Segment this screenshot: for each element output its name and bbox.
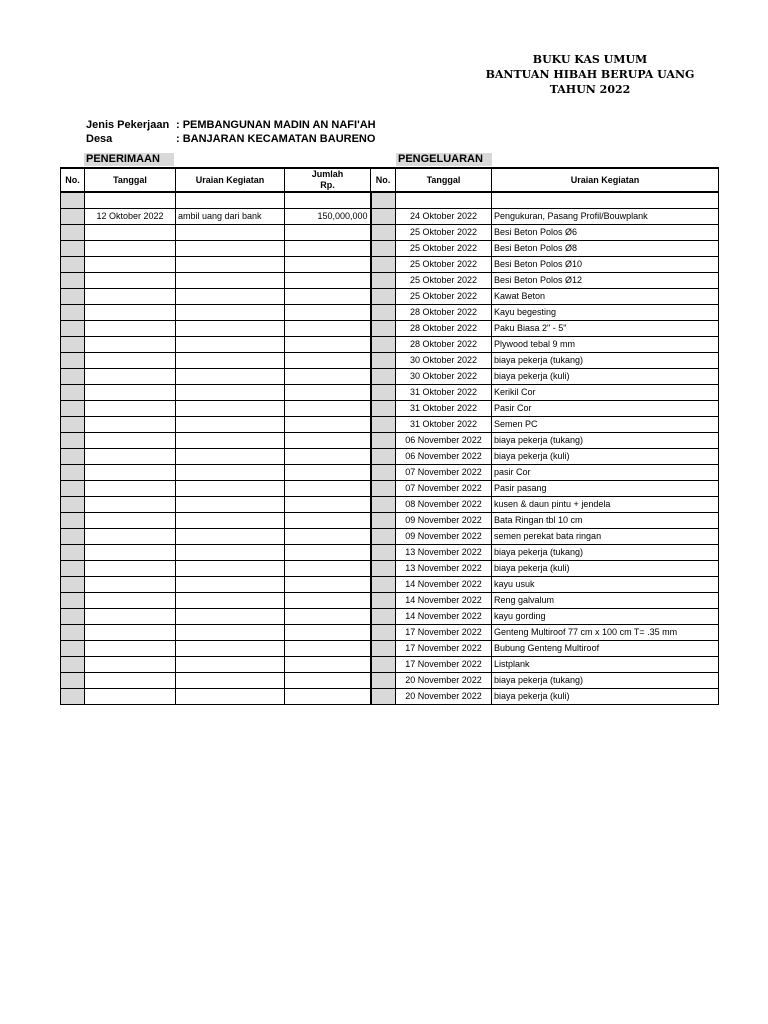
pengeluaran-tanggal-cell: 17 November 2022 xyxy=(396,624,492,640)
penerimaan-no-cell xyxy=(61,512,85,528)
penerimaan-jumlah-cell xyxy=(285,336,371,352)
pengeluaran-tanggal-cell: 09 November 2022 xyxy=(396,512,492,528)
penerimaan-uraian-cell xyxy=(176,416,285,432)
pengeluaran-tanggal-cell: 31 Oktober 2022 xyxy=(396,384,492,400)
pengeluaran-uraian-cell: Pasir Cor xyxy=(492,400,719,416)
penerimaan-uraian-cell xyxy=(176,528,285,544)
table-row xyxy=(61,544,719,560)
pengeluaran-tanggal-cell: 28 Oktober 2022 xyxy=(396,304,492,320)
penerimaan-uraian-cell xyxy=(176,352,285,368)
penerimaan-tanggal-cell xyxy=(85,352,176,368)
pengeluaran-uraian-cell: Genteng Multiroof 77 cm x 100 cm T= .35 mm xyxy=(492,624,719,640)
table-row xyxy=(61,272,719,288)
pengeluaran-no-cell xyxy=(371,624,396,640)
penerimaan-uraian-cell xyxy=(176,432,285,448)
table-row xyxy=(61,368,719,384)
pengeluaran-tanggal-cell: 28 Oktober 2022 xyxy=(396,320,492,336)
penerimaan-jumlah-cell xyxy=(285,656,371,672)
pengeluaran-tanggal-cell: 17 November 2022 xyxy=(396,656,492,672)
pengeluaran-no-cell xyxy=(371,464,396,480)
pengeluaran-tanggal-cell: 07 November 2022 xyxy=(396,480,492,496)
pengeluaran-uraian-cell: Plywood tebal 9 mm xyxy=(492,336,719,352)
desa-value: : BANJARAN KECAMATAN BAURENO xyxy=(176,133,376,145)
jenis-value: : PEMBANGUNAN MADIN AN NAFI'AH xyxy=(176,119,376,131)
pengeluaran-uraian-cell: Besi Beton Polos Ø10 xyxy=(492,256,719,272)
pengeluaran-no-cell xyxy=(371,512,396,528)
penerimaan-jumlah-cell xyxy=(285,496,371,512)
pengeluaran-tanggal-cell: 30 Oktober 2022 xyxy=(396,352,492,368)
penerimaan-tanggal-cell xyxy=(85,448,176,464)
pengeluaran-no-cell xyxy=(371,432,396,448)
penerimaan-jumlah-cell xyxy=(285,368,371,384)
pengeluaran-uraian-cell: Kawat Beton xyxy=(492,288,719,304)
header-jumlah-line1: Jumlah xyxy=(311,169,344,179)
penerimaan-uraian-cell xyxy=(176,640,285,656)
pengeluaran-tanggal-cell: 25 Oktober 2022 xyxy=(396,288,492,304)
penerimaan-no-cell xyxy=(61,352,85,368)
pengeluaran-uraian-cell: Pasir pasang xyxy=(492,480,719,496)
penerimaan-uraian-cell xyxy=(176,544,285,560)
table-row xyxy=(61,224,719,240)
pengeluaran-uraian-cell: Paku Biasa 2" - 5" xyxy=(492,320,719,336)
penerimaan-no-cell xyxy=(61,432,85,448)
penerimaan-uraian-cell xyxy=(176,560,285,576)
penerimaan-uraian-cell xyxy=(176,672,285,688)
pengeluaran-no-cell xyxy=(371,352,396,368)
penerimaan-jumlah-cell xyxy=(285,432,371,448)
pengeluaran-uraian-cell: Besi Beton Polos Ø6 xyxy=(492,224,719,240)
pengeluaran-uraian-cell: biaya pekerja (kuli) xyxy=(492,560,719,576)
pengeluaran-tanggal-cell: 06 November 2022 xyxy=(396,448,492,464)
penerimaan-jumlah-cell xyxy=(285,544,371,560)
pengeluaran-no-cell xyxy=(371,592,396,608)
pengeluaran-uraian-cell: biaya pekerja (tukang) xyxy=(492,672,719,688)
penerimaan-uraian-cell xyxy=(176,496,285,512)
table-row xyxy=(61,688,719,704)
table-header-row xyxy=(61,168,719,192)
penerimaan-no-cell xyxy=(61,320,85,336)
penerimaan-uraian-cell xyxy=(176,272,285,288)
penerimaan-tanggal-cell xyxy=(85,608,176,624)
penerimaan-no-cell xyxy=(61,288,85,304)
pengeluaran-no-cell xyxy=(371,528,396,544)
table-row xyxy=(61,416,719,432)
pengeluaran-tanggal-cell: 08 November 2022 xyxy=(396,496,492,512)
pengeluaran-uraian-cell: biaya pekerja (tukang) xyxy=(492,432,719,448)
penerimaan-no-cell xyxy=(61,592,85,608)
penerimaan-jumlah-cell xyxy=(285,352,371,368)
title-line-2: BANTUAN HIBAH BERUPA UANG xyxy=(485,68,695,81)
penerimaan-uraian-cell xyxy=(176,288,285,304)
pengeluaran-uraian-cell: semen perekat bata ringan xyxy=(492,528,719,544)
pengeluaran-tanggal-cell: 24 Oktober 2022 xyxy=(396,208,492,224)
penerimaan-jumlah-cell xyxy=(285,272,371,288)
table-row xyxy=(61,240,719,256)
penerimaan-jumlah-cell: 150,000,000 xyxy=(285,208,371,224)
penerimaan-tanggal-cell xyxy=(85,656,176,672)
penerimaan-tanggal-cell xyxy=(85,240,176,256)
pengeluaran-no-cell xyxy=(371,640,396,656)
table-row xyxy=(61,496,719,512)
penerimaan-no-cell xyxy=(61,416,85,432)
penerimaan-uraian-cell xyxy=(176,304,285,320)
penerimaan-no-cell xyxy=(61,384,85,400)
pengeluaran-tanggal-cell: 17 November 2022 xyxy=(396,640,492,656)
table-row xyxy=(61,288,719,304)
table-body xyxy=(61,192,719,704)
table-row xyxy=(61,448,719,464)
table-row xyxy=(61,592,719,608)
penerimaan-jumlah-cell xyxy=(285,400,371,416)
penerimaan-tanggal-cell xyxy=(85,464,176,480)
pengeluaran-uraian-cell: Semen PC xyxy=(492,416,719,432)
penerimaan-uraian-cell xyxy=(176,688,285,704)
penerimaan-no-cell xyxy=(61,464,85,480)
header-uraian-2: Uraian Kegiatan xyxy=(492,168,719,192)
pengeluaran-tanggal-cell: 25 Oktober 2022 xyxy=(396,256,492,272)
table-row xyxy=(61,608,719,624)
penerimaan-jumlah-cell xyxy=(285,320,371,336)
penerimaan-tanggal-cell xyxy=(85,512,176,528)
penerimaan-jumlah-cell xyxy=(285,240,371,256)
pengeluaran-no-cell xyxy=(371,208,396,224)
title-line-3: TAHUN 2022 xyxy=(549,83,631,96)
table-row xyxy=(61,400,719,416)
penerimaan-uraian-cell xyxy=(176,192,285,208)
penerimaan-jumlah-cell xyxy=(285,624,371,640)
penerimaan-jumlah-cell xyxy=(285,416,371,432)
pengeluaran-tanggal-cell: 25 Oktober 2022 xyxy=(396,272,492,288)
penerimaan-tanggal-cell xyxy=(85,256,176,272)
pengeluaran-no-cell xyxy=(371,400,396,416)
penerimaan-no-cell xyxy=(61,400,85,416)
penerimaan-tanggal-cell xyxy=(85,640,176,656)
penerimaan-uraian-cell xyxy=(176,480,285,496)
penerimaan-no-cell xyxy=(61,560,85,576)
penerimaan-jumlah-cell xyxy=(285,448,371,464)
penerimaan-jumlah-cell xyxy=(285,528,371,544)
pengeluaran-no-cell xyxy=(371,336,396,352)
penerimaan-uraian-cell xyxy=(176,576,285,592)
penerimaan-no-cell xyxy=(61,608,85,624)
penerimaan-no-cell xyxy=(61,528,85,544)
penerimaan-no-cell xyxy=(61,224,85,240)
pengeluaran-tanggal-cell: 30 Oktober 2022 xyxy=(396,368,492,384)
table-row xyxy=(61,640,719,656)
penerimaan-uraian-cell xyxy=(176,624,285,640)
table-row xyxy=(61,528,719,544)
penerimaan-jumlah-cell xyxy=(285,480,371,496)
penerimaan-uraian-cell xyxy=(176,256,285,272)
penerimaan-uraian-cell xyxy=(176,608,285,624)
pengeluaran-uraian-cell: pasir Cor xyxy=(492,464,719,480)
pengeluaran-tanggal-cell: 31 Oktober 2022 xyxy=(396,400,492,416)
section-penerimaan: PENERIMAAN xyxy=(84,153,174,166)
penerimaan-no-cell xyxy=(61,496,85,512)
header-tanggal: Tanggal xyxy=(85,168,176,192)
penerimaan-tanggal-cell xyxy=(85,432,176,448)
penerimaan-tanggal-cell xyxy=(85,304,176,320)
penerimaan-jumlah-cell xyxy=(285,560,371,576)
penerimaan-no-cell xyxy=(61,192,85,208)
table-row xyxy=(61,512,719,528)
pengeluaran-no-cell xyxy=(371,608,396,624)
pengeluaran-tanggal-cell: 13 November 2022 xyxy=(396,560,492,576)
penerimaan-jumlah-cell xyxy=(285,288,371,304)
penerimaan-jumlah-cell xyxy=(285,608,371,624)
penerimaan-uraian-cell xyxy=(176,224,285,240)
penerimaan-jumlah-cell xyxy=(285,672,371,688)
penerimaan-no-cell xyxy=(61,640,85,656)
pengeluaran-tanggal-cell: 13 November 2022 xyxy=(396,544,492,560)
penerimaan-tanggal-cell: 12 Oktober 2022 xyxy=(85,208,176,224)
penerimaan-tanggal-cell xyxy=(85,192,176,208)
penerimaan-jumlah-cell xyxy=(285,384,371,400)
pengeluaran-no-cell xyxy=(371,272,396,288)
table-row xyxy=(61,352,719,368)
penerimaan-tanggal-cell xyxy=(85,624,176,640)
table-row xyxy=(61,384,719,400)
desa-label: Desa xyxy=(86,133,113,145)
table-row xyxy=(61,576,719,592)
pengeluaran-uraian-cell: biaya pekerja (kuli) xyxy=(492,688,719,704)
table-row xyxy=(61,304,719,320)
penerimaan-no-cell xyxy=(61,544,85,560)
pengeluaran-no-cell xyxy=(371,256,396,272)
pengeluaran-no-cell xyxy=(371,304,396,320)
pengeluaran-uraian-cell: biaya pekerja (tukang) xyxy=(492,352,719,368)
pengeluaran-uraian-cell: kayu usuk xyxy=(492,576,719,592)
penerimaan-tanggal-cell xyxy=(85,496,176,512)
pengeluaran-no-cell xyxy=(371,384,396,400)
penerimaan-uraian-cell xyxy=(176,368,285,384)
pengeluaran-no-cell xyxy=(371,224,396,240)
pengeluaran-no-cell xyxy=(371,288,396,304)
table-row xyxy=(61,320,719,336)
penerimaan-tanggal-cell xyxy=(85,560,176,576)
table-row xyxy=(61,672,719,688)
pengeluaran-uraian-cell: Pengukuran, Pasang Profil/Bouwplank xyxy=(492,208,719,224)
pengeluaran-uraian-cell: biaya pekerja (tukang) xyxy=(492,544,719,560)
penerimaan-uraian-cell xyxy=(176,656,285,672)
pengeluaran-uraian-cell: Reng galvalum xyxy=(492,592,719,608)
pengeluaran-no-cell xyxy=(371,560,396,576)
document-title xyxy=(470,52,710,97)
pengeluaran-no-cell xyxy=(371,448,396,464)
pengeluaran-uraian-cell: Kerikil Cor xyxy=(492,384,719,400)
penerimaan-tanggal-cell xyxy=(85,592,176,608)
cash-book-table xyxy=(60,167,719,705)
penerimaan-no-cell xyxy=(61,240,85,256)
pengeluaran-tanggal-cell: 14 November 2022 xyxy=(396,592,492,608)
pengeluaran-tanggal-cell: 20 November 2022 xyxy=(396,688,492,704)
pengeluaran-tanggal-cell: 28 Oktober 2022 xyxy=(396,336,492,352)
pengeluaran-uraian-cell: Besi Beton Polos Ø12 xyxy=(492,272,719,288)
penerimaan-tanggal-cell xyxy=(85,224,176,240)
penerimaan-tanggal-cell xyxy=(85,480,176,496)
penerimaan-no-cell xyxy=(61,368,85,384)
pengeluaran-no-cell xyxy=(371,416,396,432)
penerimaan-tanggal-cell xyxy=(85,416,176,432)
penerimaan-no-cell xyxy=(61,688,85,704)
jenis-label: Jenis Pekerjaan xyxy=(86,119,170,131)
header-no-2: No. xyxy=(371,168,396,192)
table-row xyxy=(61,480,719,496)
penerimaan-no-cell xyxy=(61,304,85,320)
pengeluaran-tanggal-cell xyxy=(396,192,492,208)
penerimaan-tanggal-cell xyxy=(85,528,176,544)
penerimaan-tanggal-cell xyxy=(85,336,176,352)
penerimaan-uraian-cell xyxy=(176,240,285,256)
pengeluaran-no-cell xyxy=(371,576,396,592)
penerimaan-jumlah-cell xyxy=(285,192,371,208)
penerimaan-uraian-cell xyxy=(176,512,285,528)
penerimaan-uraian-cell xyxy=(176,320,285,336)
penerimaan-no-cell xyxy=(61,208,85,224)
penerimaan-tanggal-cell xyxy=(85,400,176,416)
penerimaan-no-cell xyxy=(61,480,85,496)
table-row xyxy=(61,336,719,352)
pengeluaran-uraian-cell: Bubung Genteng Multiroof xyxy=(492,640,719,656)
table-row xyxy=(61,192,719,208)
penerimaan-jumlah-cell xyxy=(285,688,371,704)
table-row xyxy=(61,432,719,448)
penerimaan-no-cell xyxy=(61,256,85,272)
penerimaan-jumlah-cell xyxy=(285,256,371,272)
header-tanggal-2: Tanggal xyxy=(396,168,492,192)
penerimaan-tanggal-cell xyxy=(85,368,176,384)
penerimaan-no-cell xyxy=(61,656,85,672)
section-pengeluaran: PENGELUARAN xyxy=(396,153,492,166)
penerimaan-uraian-cell xyxy=(176,336,285,352)
penerimaan-tanggal-cell xyxy=(85,320,176,336)
pengeluaran-uraian-cell: Kayu begesting xyxy=(492,304,719,320)
penerimaan-no-cell xyxy=(61,624,85,640)
pengeluaran-uraian-cell: Listplank xyxy=(492,656,719,672)
penerimaan-jumlah-cell xyxy=(285,464,371,480)
pengeluaran-tanggal-cell: 14 November 2022 xyxy=(396,576,492,592)
penerimaan-uraian-cell xyxy=(176,448,285,464)
pengeluaran-uraian-cell: Besi Beton Polos Ø8 xyxy=(492,240,719,256)
pengeluaran-tanggal-cell: 31 Oktober 2022 xyxy=(396,416,492,432)
penerimaan-tanggal-cell xyxy=(85,672,176,688)
pengeluaran-tanggal-cell: 20 November 2022 xyxy=(396,672,492,688)
pengeluaran-uraian-cell: biaya pekerja (kuli) xyxy=(492,368,719,384)
penerimaan-jumlah-cell xyxy=(285,224,371,240)
pengeluaran-tanggal-cell: 14 November 2022 xyxy=(396,608,492,624)
penerimaan-uraian-cell xyxy=(176,592,285,608)
penerimaan-tanggal-cell xyxy=(85,688,176,704)
penerimaan-uraian-cell xyxy=(176,384,285,400)
penerimaan-tanggal-cell xyxy=(85,384,176,400)
document-meta xyxy=(86,118,376,146)
penerimaan-no-cell xyxy=(61,672,85,688)
header-uraian: Uraian Kegiatan xyxy=(176,168,285,192)
pengeluaran-uraian-cell: kusen & daun pintu + jendela xyxy=(492,496,719,512)
pengeluaran-tanggal-cell: 25 Oktober 2022 xyxy=(396,224,492,240)
penerimaan-uraian-cell xyxy=(176,400,285,416)
pengeluaran-no-cell xyxy=(371,656,396,672)
title-line-1: BUKU KAS UMUM xyxy=(532,53,648,66)
pengeluaran-uraian-cell xyxy=(492,192,719,208)
penerimaan-jumlah-cell xyxy=(285,576,371,592)
pengeluaran-no-cell xyxy=(371,544,396,560)
table-row xyxy=(61,464,719,480)
header-jumlah xyxy=(285,168,371,192)
pengeluaran-uraian-cell: kayu gording xyxy=(492,608,719,624)
header-no: No. xyxy=(61,168,85,192)
pengeluaran-no-cell xyxy=(371,688,396,704)
pengeluaran-no-cell xyxy=(371,240,396,256)
table-row xyxy=(61,624,719,640)
penerimaan-jumlah-cell xyxy=(285,592,371,608)
header-jumlah-line2: Rp. xyxy=(320,180,335,190)
pengeluaran-tanggal-cell: 25 Oktober 2022 xyxy=(396,240,492,256)
pengeluaran-no-cell xyxy=(371,368,396,384)
penerimaan-no-cell xyxy=(61,448,85,464)
penerimaan-tanggal-cell xyxy=(85,288,176,304)
pengeluaran-no-cell xyxy=(371,320,396,336)
penerimaan-no-cell xyxy=(61,272,85,288)
penerimaan-uraian-cell: ambil uang dari bank xyxy=(176,208,285,224)
pengeluaran-tanggal-cell: 07 November 2022 xyxy=(396,464,492,480)
penerimaan-tanggal-cell xyxy=(85,272,176,288)
pengeluaran-tanggal-cell: 09 November 2022 xyxy=(396,528,492,544)
table-row xyxy=(61,208,719,224)
penerimaan-tanggal-cell xyxy=(85,576,176,592)
table-row xyxy=(61,656,719,672)
pengeluaran-no-cell xyxy=(371,480,396,496)
penerimaan-jumlah-cell xyxy=(285,640,371,656)
table-row xyxy=(61,256,719,272)
penerimaan-jumlah-cell xyxy=(285,304,371,320)
pengeluaran-no-cell xyxy=(371,672,396,688)
penerimaan-jumlah-cell xyxy=(285,512,371,528)
pengeluaran-tanggal-cell: 06 November 2022 xyxy=(396,432,492,448)
pengeluaran-no-cell xyxy=(371,496,396,512)
pengeluaran-no-cell xyxy=(371,192,396,208)
penerimaan-no-cell xyxy=(61,336,85,352)
penerimaan-tanggal-cell xyxy=(85,544,176,560)
table-row xyxy=(61,560,719,576)
penerimaan-uraian-cell xyxy=(176,464,285,480)
pengeluaran-uraian-cell: biaya pekerja (kuli) xyxy=(492,448,719,464)
penerimaan-no-cell xyxy=(61,576,85,592)
pengeluaran-uraian-cell: Bata Ringan tbl 10 cm xyxy=(492,512,719,528)
